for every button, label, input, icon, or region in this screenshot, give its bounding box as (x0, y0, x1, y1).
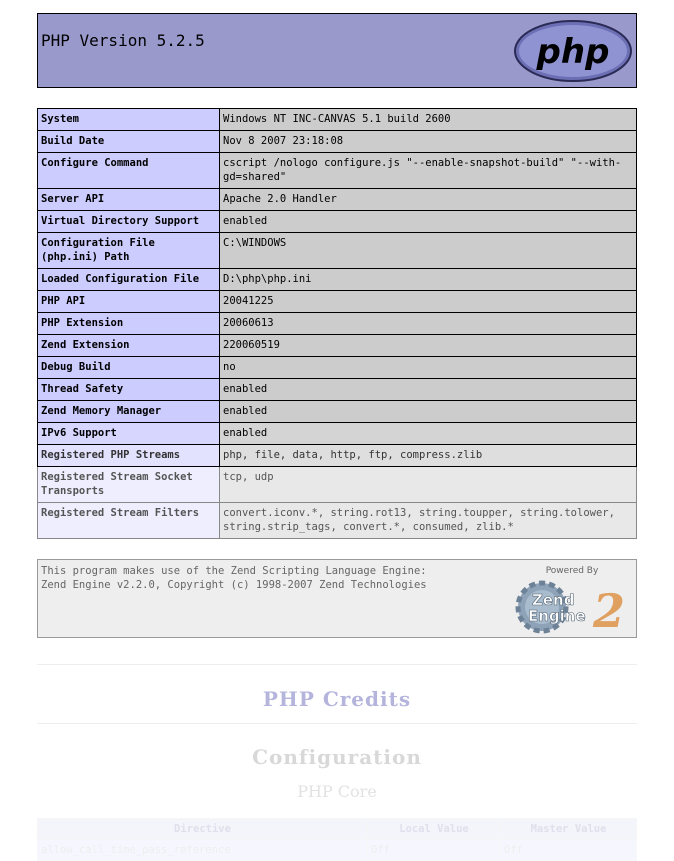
table-row (38, 153, 637, 189)
info-value: php, file, data, http, ftp, compress.zlib (220, 445, 637, 467)
table-row (38, 189, 637, 211)
info-key: PHP Extension (38, 313, 220, 335)
info-value: Windows NT INC-CANVAS 5.1 build 2600 (220, 109, 637, 131)
info-key: Registered PHP Streams (38, 445, 220, 467)
php-logo-text: php (536, 32, 610, 72)
info-value: enabled (220, 401, 637, 423)
table-row (38, 357, 637, 379)
php-core-heading: PHP Core (297, 782, 377, 801)
directive-table (37, 818, 637, 861)
table-row (38, 423, 637, 445)
php-logo-icon[interactable] (513, 19, 633, 83)
info-value: tcp, udp (220, 467, 637, 503)
info-value: 220060519 (220, 335, 637, 357)
version-header (37, 13, 637, 88)
divider (37, 723, 637, 724)
table-row (38, 401, 637, 423)
info-key: Thread Safety (38, 379, 220, 401)
zend-engine-box (37, 559, 637, 638)
info-value: enabled (220, 379, 637, 401)
table-row (38, 211, 637, 233)
table-row (38, 335, 637, 357)
table-row (38, 233, 637, 269)
table-row (38, 291, 637, 313)
info-value: 20060613 (220, 313, 637, 335)
zend-notice-line-2: Zend Engine v2.2.0, Copyright (c) 1998-2007 Zend Technologies (41, 579, 427, 591)
info-key: Configuration File (php.ini) Path (38, 233, 220, 269)
info-key: Zend Extension (38, 335, 220, 357)
local-value-header: Local Value (368, 819, 501, 840)
table-row (38, 503, 637, 539)
info-value: convert.iconv.*, string.rot13, string.toupper, string.tolower, string.strip_tags, convert.*, consumed, zlib.* (220, 503, 637, 539)
info-value: Apache 2.0 Handler (220, 189, 637, 211)
table-row (38, 109, 637, 131)
info-value: enabled (220, 423, 637, 445)
table-row (38, 840, 637, 861)
info-key: Loaded Configuration File (38, 269, 220, 291)
directive-name: allow_call_time_pass_reference (38, 840, 368, 861)
info-key: PHP API (38, 291, 220, 313)
zend-logo-number: 2 (592, 584, 626, 635)
divider (37, 664, 637, 665)
configuration-heading: Configuration (252, 745, 422, 769)
info-value: Nov 8 2007 23:18:08 (220, 131, 637, 153)
table-row (38, 379, 637, 401)
table-row (38, 467, 637, 503)
powered-by-label: Powered By (545, 566, 599, 576)
info-value: no (220, 357, 637, 379)
system-info-table (37, 108, 637, 539)
zend-notice (41, 564, 427, 592)
info-key: Registered Stream Socket Transports (38, 467, 220, 503)
info-key: Server API (38, 189, 220, 211)
info-key: Debug Build (38, 357, 220, 379)
info-value: enabled (220, 211, 637, 233)
table-row (38, 313, 637, 335)
page-title: PHP Version 5.2.5 (41, 31, 205, 50)
info-key: System (38, 109, 220, 131)
directive-header: Directive (38, 819, 368, 840)
info-value: D:\php\php.ini (220, 269, 637, 291)
table-row (38, 445, 637, 467)
master-value-header: Master Value (501, 819, 637, 840)
phpinfo-page (37, 13, 637, 861)
local-value: Off (368, 840, 501, 861)
zend-engine-logo-icon[interactable] (514, 563, 632, 635)
info-key: Virtual Directory Support (38, 211, 220, 233)
table-row (38, 131, 637, 153)
info-value: cscript /nologo configure.js "--enable-snapshot-build" "--with-gd=shared" (220, 153, 637, 189)
info-key: Build Date (38, 131, 220, 153)
php-credits-link[interactable]: PHP Credits (262, 687, 412, 711)
info-value: C:\WINDOWS (220, 233, 637, 269)
zend-notice-line-1: This program makes use of the Zend Scripting Language Engine: (41, 565, 427, 577)
info-key: IPv6 Support (38, 423, 220, 445)
zend-logo-word-1: Zend (532, 591, 575, 609)
zend-logo-word-2: Engine (528, 607, 586, 625)
info-key: Configure Command (38, 153, 220, 189)
table-row (38, 269, 637, 291)
info-key: Zend Memory Manager (38, 401, 220, 423)
master-value: Off (501, 840, 637, 861)
info-key: Registered Stream Filters (38, 503, 220, 539)
info-value: 20041225 (220, 291, 637, 313)
